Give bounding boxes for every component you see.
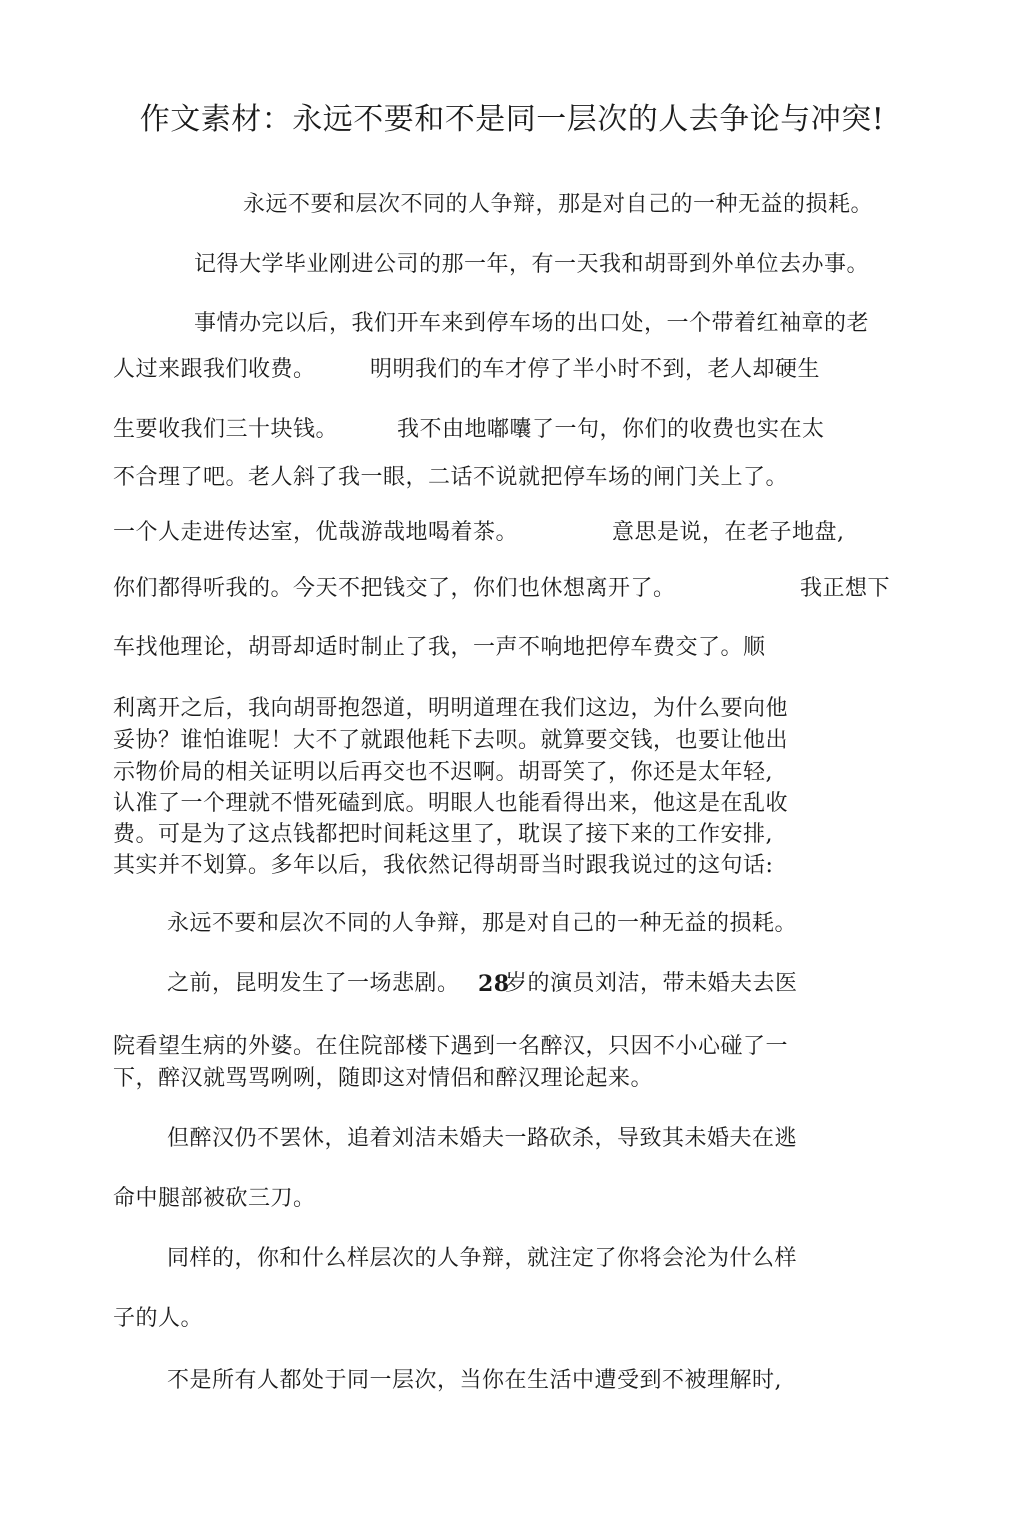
document-title: 作文素材：永远不要和不是同一层次的人去争论与冲突! [139, 102, 885, 137]
text-line: 妥协？谁怕谁呢！大不了就跟他耗下去呗。就算要交钱，也要让他出 [113, 728, 789, 753]
text-line: 不是所有人都处于同一层次，当你在生活中遭受到不被理解时, [167, 1368, 782, 1393]
text-line: 明明我们的车才停了半小时不到，老人却硬生 [370, 357, 821, 382]
text-line: 子的人。 [113, 1306, 204, 1331]
age-number: 28 [478, 971, 510, 997]
text-line: 记得大学毕业刚进公司的那一年，有一天我和胡哥到外单位去办事。 [194, 252, 870, 277]
text-line: 院看望生病的外婆。在住院部楼下遇到一名醉汉，只因不小心碰了一 [113, 1034, 789, 1059]
text-line: 岁的演员刘洁，带未婚夫去医 [505, 971, 798, 996]
text-line: 生要收我们三十块钱。 [113, 417, 339, 442]
text-line: 但醉汉仍不罢休，追着刘洁未婚夫一路砍杀，导致其未婚夫在逃 [167, 1126, 798, 1151]
text-line: 费。可是为了这点钱都把时间耗这里了，耽误了接下来的工作安排, [113, 822, 773, 847]
text-line: 我不由地嘟囔了一句，你们的收费也实在太 [397, 417, 825, 442]
text-line: 事情办完以后，我们开车来到停车场的出口处，一个带着红袖章的老 [194, 311, 870, 336]
text-line: 下，醉汉就骂骂咧咧，随即这对情侣和醉汉理论起来。 [113, 1066, 654, 1091]
text-line: 意思是说，在老子地盘, [612, 520, 845, 545]
text-line: 同样的，你和什么样层次的人争辩，就注定了你将会沦为什么样 [167, 1246, 798, 1271]
text-line: 我正想下 [800, 576, 891, 601]
text-line: 你们都得听我的。今天不把钱交了，你们也休想离开了。 [113, 576, 676, 601]
text-line: 人过来跟我们收费。 [113, 357, 316, 382]
text-line: 其实并不划算。多年以后，我依然记得胡哥当时跟我说过的这句话: [113, 853, 774, 878]
text-line: 利离开之后，我向胡哥抱怨道，明明道理在我们这边，为什么要向他 [113, 696, 789, 721]
text-line: 认准了一个理就不惜死磕到底。明眼人也能看得出来，他这是在乱收 [113, 791, 789, 816]
text-line: 一个人走进传达室，优哉游哉地喝着茶。 [113, 520, 519, 545]
text-line: 永远不要和层次不同的人争辩，那是对自己的一种无益的损耗。 [167, 911, 798, 936]
text-line: 之前，昆明发生了一场悲剧。 [167, 971, 460, 996]
text-line: 车找他理论，胡哥却适时制止了我，一声不响地把停车费交了。顺 [113, 635, 766, 660]
text-line: 不合理了吧。老人斜了我一眼，二话不说就把停车场的闸门关上了。 [113, 465, 789, 490]
text-line: 示物价局的相关证明以后再交也不迟啊。胡哥笑了，你还是太年轻, [113, 760, 773, 785]
text-line: 命中腿部被砍三刀。 [113, 1186, 316, 1211]
text-line: 永远不要和层次不同的人争辩，那是对自己的一种无益的损耗。 [243, 192, 874, 217]
